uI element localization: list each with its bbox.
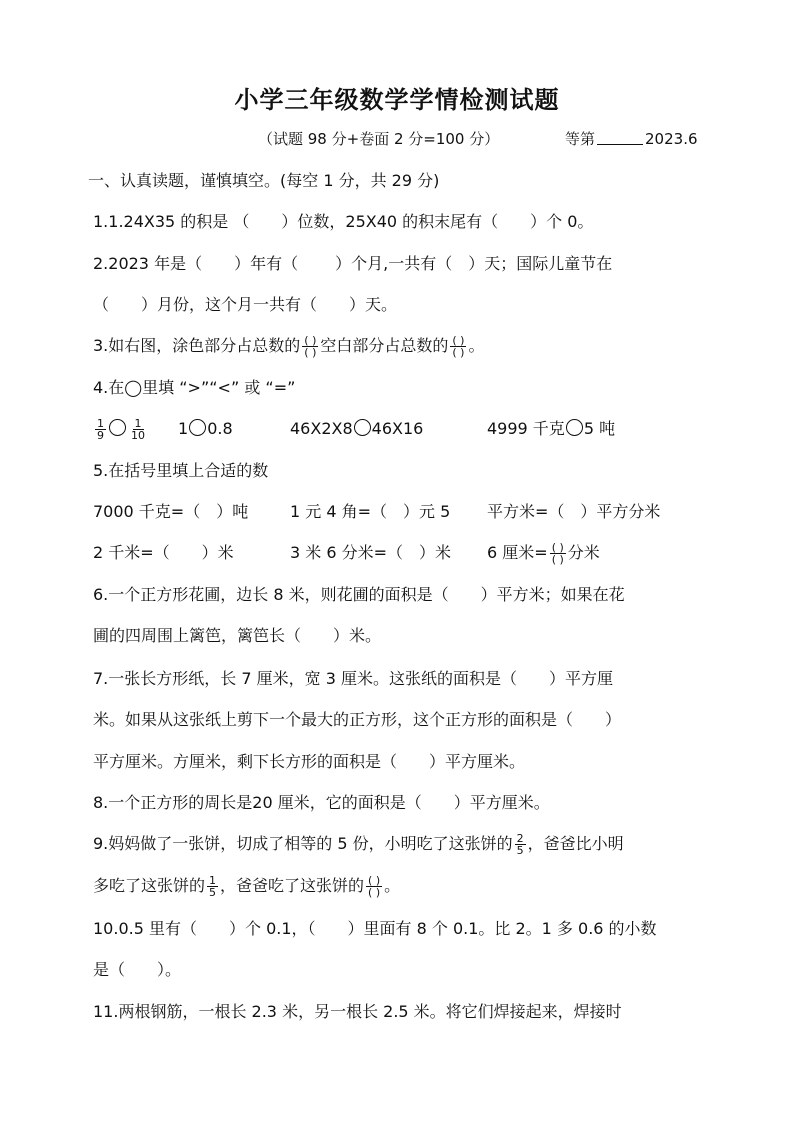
question-9-line-1: 9.妈妈做了一张饼，切成了相等的 5 份，小明吃了这张饼的 $\frac{2}{5}$ ，爸爸比小明 — [93, 832, 624, 857]
scoring-note: （试题 98 分+卷面 2 分=100 分） — [258, 130, 500, 148]
question-2-line-1: 2.2023 年是（ ）年有（ ）个月,一共有（ ）天；国际儿童节在 — [93, 254, 613, 273]
question-10-line-2: 是（ ）。 — [93, 960, 182, 979]
fraction-blank[interactable]: $\frac{( )}{( )}$ — [452, 334, 465, 359]
question-9-line-2: 多吃了这张饼的 $\frac{1}{5}$ ，爸爸吃了这张饼的 $\frac{( )}{( )}$ 。 — [93, 874, 401, 899]
conversion-item: 3 米 6 分米=（ ）米 — [290, 543, 452, 562]
compare-item-1: $\frac{1}{9}$ $\frac{1}{10}$ — [97, 417, 145, 442]
conversion-item: 1 元 4 角=（ ）元 5 — [290, 502, 451, 521]
question-7-line-2: 米。如果从这张纸上剪下一个最大的正方形，这个正方形的面积是（ ） — [93, 710, 622, 729]
compare-circle[interactable] — [354, 419, 371, 436]
question-4-title: 4.在◯里填 “>”“<” 或 “=” — [93, 378, 296, 397]
compare-circle[interactable] — [189, 419, 206, 436]
conversion-item: 平方米=（ ）平方分米 — [487, 502, 661, 521]
grade-label: 等第 — [565, 130, 596, 148]
compare-circle[interactable] — [566, 419, 583, 436]
question-5-title: 5.在括号里填上合适的数 — [93, 461, 269, 480]
question-10-line-1: 10.0.5 里有（ ）个 0.1，（ ）里面有 8 个 0.1。比 2。1 多 0.6 的小数 — [93, 919, 657, 938]
conversion-item: 6 厘米= $\frac{( )}{( )}$ 分米 — [487, 541, 600, 566]
conversion-item: 7000 千克=（ ）吨 — [93, 502, 249, 521]
conversion-item: 2 千米=（ ）米 — [93, 543, 234, 562]
question-7-line-1: 7.一张长方形纸，长 7 厘米，宽 3 厘米。这张纸的面积是（ ）平方厘 — [93, 669, 613, 688]
section-heading: 一、认真读题，谨慎填空。(每空 1 分，共 29 分) — [88, 171, 440, 190]
question-1: 1.1.24X35 的积是 （ ）位数，25X40 的积末尾有（ ）个 0。 — [93, 212, 594, 231]
grade-blank[interactable] — [597, 130, 643, 145]
question-6-line-1: 6.一个正方形花圃，边长 8 米，则花圃的面积是（ ）平方米；如果在花 — [93, 585, 625, 604]
question-8: 8.一个正方形的周长是20 厘米，它的面积是（ ）平方厘米。 — [93, 793, 550, 812]
fraction-blank[interactable]: $\frac{( )}{( )}$ — [304, 334, 317, 359]
question-7-line-3: 平方厘米。方厘米，剩下长方形的面积是（ ）平方厘米。 — [93, 752, 526, 771]
compare-item-3: 46X2X8 46X16 — [290, 419, 424, 438]
compare-item-2: 1 0.8 — [178, 419, 233, 438]
question-11: 11.两根钢筋，一根长 2.3 米，另一根长 2.5 米。将它们焊接起来，焊接时 — [93, 1002, 622, 1021]
question-2-line-2: （ ）月份，这个月一共有（ ）天。 — [93, 295, 398, 314]
compare-circle[interactable] — [109, 419, 126, 436]
fraction-blank[interactable]: $\frac{( )}{( )}$ — [368, 874, 381, 899]
page-title: 小学三年级数学学情检测试题 — [234, 86, 560, 114]
question-3: 3.如右图，涂色部分占总数的 $\frac{( )}{( )}$ 空白部分占总数的 $\frac{( )}{( )}$ 。 — [93, 334, 485, 359]
fraction-blank[interactable]: $\frac{( )}{( )}$ — [551, 541, 564, 566]
grade-date — [565, 128, 698, 149]
exam-date: 2023.6 — [645, 130, 698, 148]
compare-item-4: 4999 千克 5 吨 — [487, 419, 616, 438]
question-6-line-2: 圃的四周围上篱笆，篱笆长（ ）米。 — [93, 626, 382, 645]
